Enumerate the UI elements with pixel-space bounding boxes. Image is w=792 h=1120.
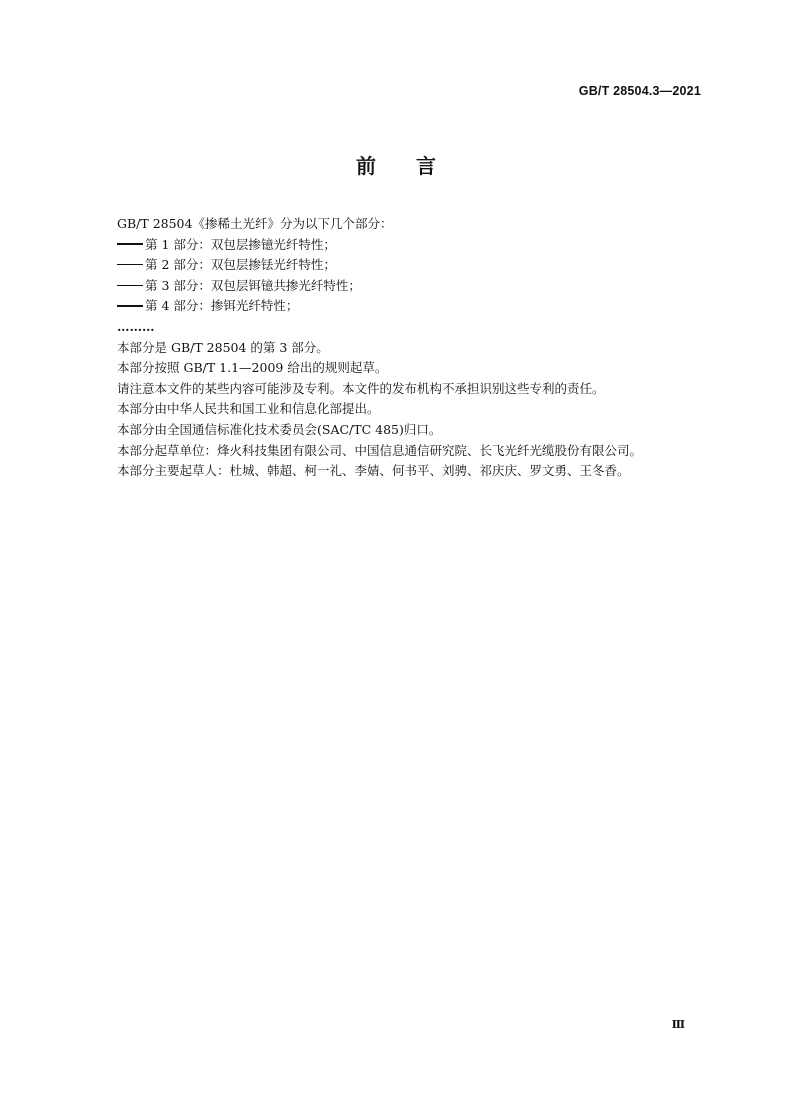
page-number: Ⅲ <box>671 1018 685 1031</box>
page-title: 前言 <box>356 154 476 178</box>
list-item-text: 第 1 部分：双包层掺镱光纤特性； <box>145 236 336 252</box>
paragraph-drafters: 本部分主要起草人：杜城、韩超、柯一礼、李婧、何书平、刘骋、祁庆庆、罗文勇、王冬香。 <box>117 463 630 479</box>
list-item-text: 第 2 部分：双包层掺铥光纤特性； <box>145 257 336 273</box>
list-item-part-2 <box>117 255 717 276</box>
foreword-body <box>117 214 717 482</box>
list-item-part-3 <box>117 276 717 297</box>
paragraph-drafting-organizations: 本部分起草单位：烽火科技集团有限公司、中国信息通信研究院、长飞光纤光缆股份有限公司。 <box>117 442 643 458</box>
list-item-part-1 <box>117 235 717 256</box>
list-item-text: 第 4 部分：掺铒光纤特性； <box>145 298 299 314</box>
paragraph-drafting-rules: 本部分按照 GB/T 1.1—2009 给出的规则起草。 <box>117 360 388 376</box>
list-item-part-4 <box>117 296 717 317</box>
paragraph-technical-committee: 本部分由全国通信标准化技术委员会(SAC/TC 485)归口。 <box>117 421 442 437</box>
standard-code-header: GB/T 28504.3—2021 <box>578 84 701 98</box>
intro-line: GB/T 28504《掺稀土光纤》分为以下几个部分： <box>117 216 393 231</box>
paragraph-part-number: 本部分是 GB/T 28504 的第 3 部分。 <box>117 339 329 355</box>
list-item-text: 第 3 部分：双包层铒镱共掺光纤特性； <box>145 277 361 293</box>
paragraph-patent-notice: 请注意本文件的某些内容可能涉及专利。本文件的发布机构不承担识别这些专利的责任。 <box>117 380 605 396</box>
dash-mark <box>117 264 143 265</box>
ellipsis-line: ……… <box>117 318 155 334</box>
paragraph-proposer: 本部分由中华人民共和国工业和信息化部提出。 <box>117 401 380 417</box>
dash-mark <box>117 305 143 306</box>
dash-mark <box>117 285 143 286</box>
dash-mark <box>117 243 143 244</box>
